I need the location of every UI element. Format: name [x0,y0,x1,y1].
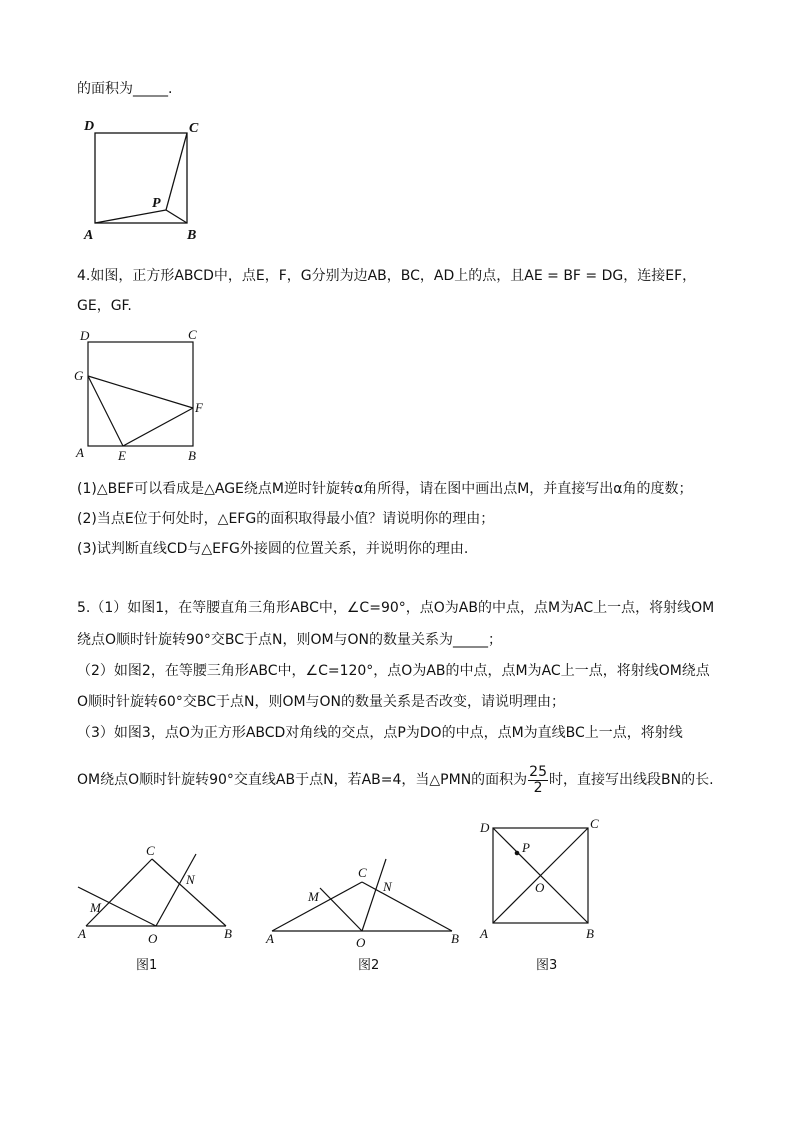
q5-line6-pre: OM绕点O顺时针旋转90°交直线AB于点N，若AB=4，当△PMN的面积为 [77,772,528,788]
q4-part2: (2)当点E位于何处时，△EFG的面积取得最小值？请说明你的理由； [77,511,495,527]
q3-square-figure [80,115,220,245]
q4-part1: (1)△BEF可以看成是△AGE绕点M逆时针旋转α角所得，请在图中画出点M，并直接写出α角的度数； [77,481,693,497]
label-B: B [187,228,197,243]
point-P-dot [515,851,520,856]
label-F: F [195,400,203,415]
q5-line6-post: 时，直接写出线段BN的长. [549,772,714,788]
figure-1 [78,840,243,950]
label-O: O [356,935,366,950]
label-C: C [358,865,367,880]
label-D: D [84,119,95,134]
q3-tail-text: 的面积为_____. [77,81,173,97]
label-A: A [76,445,84,460]
label-C: C [189,121,199,136]
label-M: M [90,900,101,915]
figure-2 [262,855,467,950]
label-C: C [590,816,599,831]
label-A: A [266,931,274,946]
label-P: P [152,196,161,211]
label-D: D [480,820,490,835]
figure-3 [478,815,608,945]
q5-line6 [77,763,714,797]
label-B: B [224,926,232,941]
q5-line5: （3）如图3，点O为正方形ABCD对角线的交点，点P为DO的中点，点M为直线BC上一点，将射线 [77,725,683,741]
figure-2-caption: 图2 [358,958,380,973]
label-O: O [148,931,158,946]
label-A: A [480,926,488,941]
label-E: E [118,448,126,463]
label-C: C [188,327,197,342]
label-G: G [74,368,84,383]
q4-stem-line1: 4.如图，正方形ABCD中，点E，F，G分别为边AB，BC，AD上的点，且AE = BF = DG，连接EF， [77,268,697,284]
label-B: B [188,448,196,463]
label-M: M [308,889,319,904]
q5-line2: 绕点O顺时针旋转90°交BC于点N，则OM与ON的数量关系为_____； [77,632,503,648]
label-A: A [78,926,86,941]
label-O: O [535,880,545,895]
q4-stem-line2: GE，GF. [77,298,132,314]
label-N: N [383,879,392,894]
label-C: C [146,843,155,858]
label-N: N [186,872,195,887]
q5-line3: （2）如图2，在等腰三角形ABC中，∠C=120°，点O为AB的中点，点M为AC上一点，将射线OM绕点 [77,663,710,679]
fraction-25-over-2: $\frac{25}{2}$ [529,763,547,796]
q5-line4: O顺时针旋转60°交BC于点N，则OM与ON的数量关系是否改变，请说明理由； [77,694,566,710]
q4-part3: (3)试判断直线CD与△EFG外接圆的位置关系，并说明你的理由. [77,541,469,557]
label-B: B [451,931,459,946]
figure-1-caption: 图1 [136,958,158,973]
figure-3-caption: 图3 [536,958,558,973]
label-P: P [522,840,530,855]
label-A: A [84,228,94,243]
q5-line1: 5.（1）如图1，在等腰直角三角形ABC中，∠C=90°，点O为AB的中点，点M为AC上一点，将射线OM [77,600,715,616]
label-B: B [586,926,594,941]
label-D: D [80,328,90,343]
q4-square-figure [76,326,216,466]
